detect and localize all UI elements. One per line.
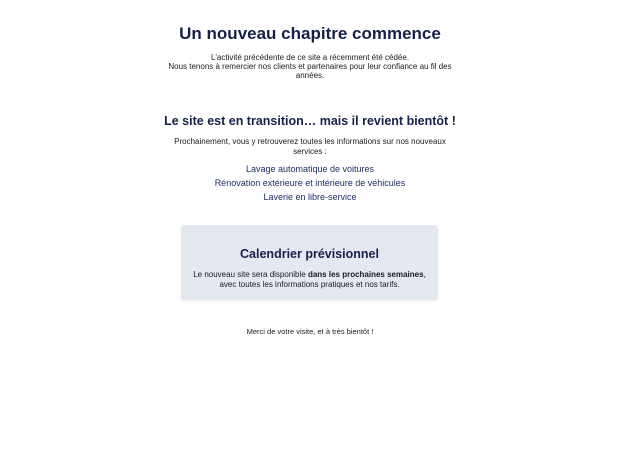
calendar-text-before: Le nouveau site sera disponible: [193, 270, 308, 279]
intro-text: [160, 53, 460, 80]
footer-text: Merci de votre visite, et à très bientôt !: [246, 327, 374, 336]
intro-line-1: L'activité précédente de ce site a récemment été cédée.: [210, 53, 410, 62]
calendar-title: Calendrier prévisionnel: [240, 247, 379, 261]
calendar-card: [181, 225, 438, 300]
intro-line-2: Nous tenons à remercier nos clients et partenaires pour leur confiance au fil des années.: [168, 62, 452, 80]
service-item-car-wash: Lavage automatique de voitures: [245, 164, 375, 174]
calendar-text-after: , avec toutes les informations pratiques et nos tarifs.: [219, 270, 426, 289]
service-item-renovation: Rénovation extérieure et intérieure de véhicules: [214, 178, 406, 188]
page-title: Un nouveau chapitre commence: [179, 24, 441, 43]
transition-heading: Le site est en transition… mais il revient bientôt !: [164, 114, 456, 128]
calendar-text-bold: dans les prochaines semaines: [307, 270, 424, 279]
transition-text: Prochainement, vous y retrouverez toutes les informations sur nos nouveaux services :: [174, 137, 446, 156]
services-list: [0, 162, 620, 204]
calendar-text: [187, 270, 432, 290]
service-item-laundry: Laverie en libre-service: [263, 192, 357, 202]
